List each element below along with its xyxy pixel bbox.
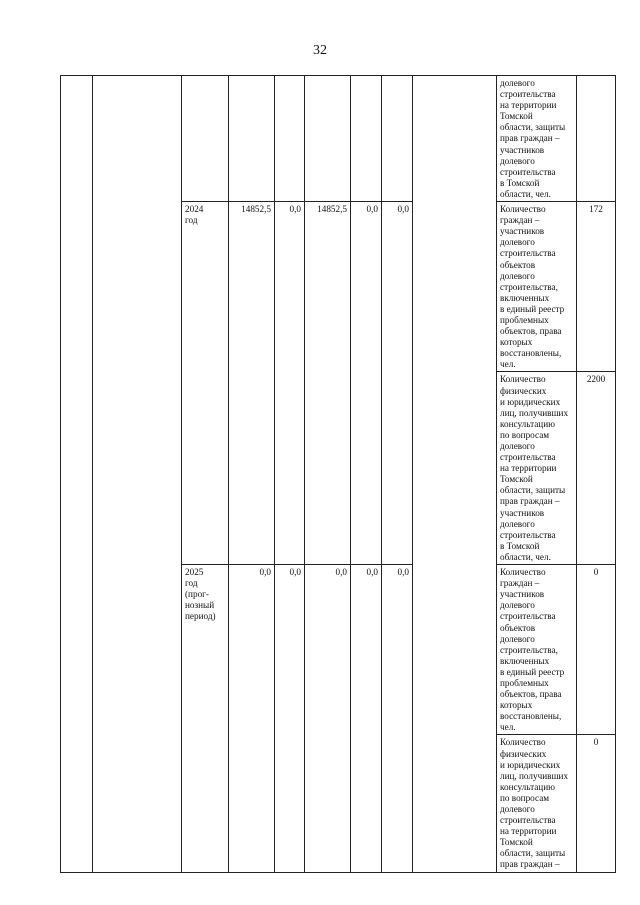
indicator-cell: Количество граждан – участников долевого строительства объектов долевого строительства, включенных в единый реестр проблемных объектов, права которых восстановлены, чел. [497,202,577,372]
name-cell [93,76,182,873]
federal-cell [275,76,305,202]
target-value-cell [577,76,616,202]
number-cell [61,76,93,873]
federal-cell: 0,0 [275,202,305,565]
page-number: 32 [313,43,327,58]
local-cell: 0,0 [351,202,382,565]
other-cell: 0,0 [382,565,413,873]
year-cell [182,76,229,202]
regional-cell: 14852,5 [305,202,351,565]
indicator-cell: долевого строительства на территории Томской области, защиты прав граждан – участников долевого строительства в Томской области, чел. [497,76,577,202]
regional-cell [305,76,351,202]
total-cell: 14852,5 [229,202,275,565]
target-value-cell: 0 [577,735,616,872]
federal-cell: 0,0 [275,565,305,873]
regional-cell: 0,0 [305,565,351,873]
target-value-cell: 2200 [577,372,616,565]
total-cell [229,76,275,202]
target-value-cell: 0 [577,565,616,735]
local-cell: 0,0 [351,565,382,873]
program-table [60,75,616,873]
indicator-cell: Количество граждан – участников долевого строительства объектов долевого строительства, включенных в единый реестр проблемных объектов, права которых восстановлены, чел. [497,565,577,735]
table-row [61,76,616,202]
indicator-cell: Количество физических и юридических лиц, получивших консультацию по вопросам долевого строительства на территории Томской области, защиты прав граждан – [497,735,577,872]
other-cell [382,76,413,202]
local-cell [351,76,382,202]
other-cell: 0,0 [382,202,413,565]
year-cell: 2025 год (прог- нозный период) [182,565,229,873]
year-cell: 2024 год [182,202,229,565]
executor-cell [413,76,497,873]
target-value-cell: 172 [577,202,616,372]
indicator-cell: Количество физических и юридических лиц, получивших консультацию по вопросам долевого строительства на территории Томской области, защиты прав граждан – участников долевого строительства в Томской области, чел. [497,372,577,565]
total-cell: 0,0 [229,565,275,873]
